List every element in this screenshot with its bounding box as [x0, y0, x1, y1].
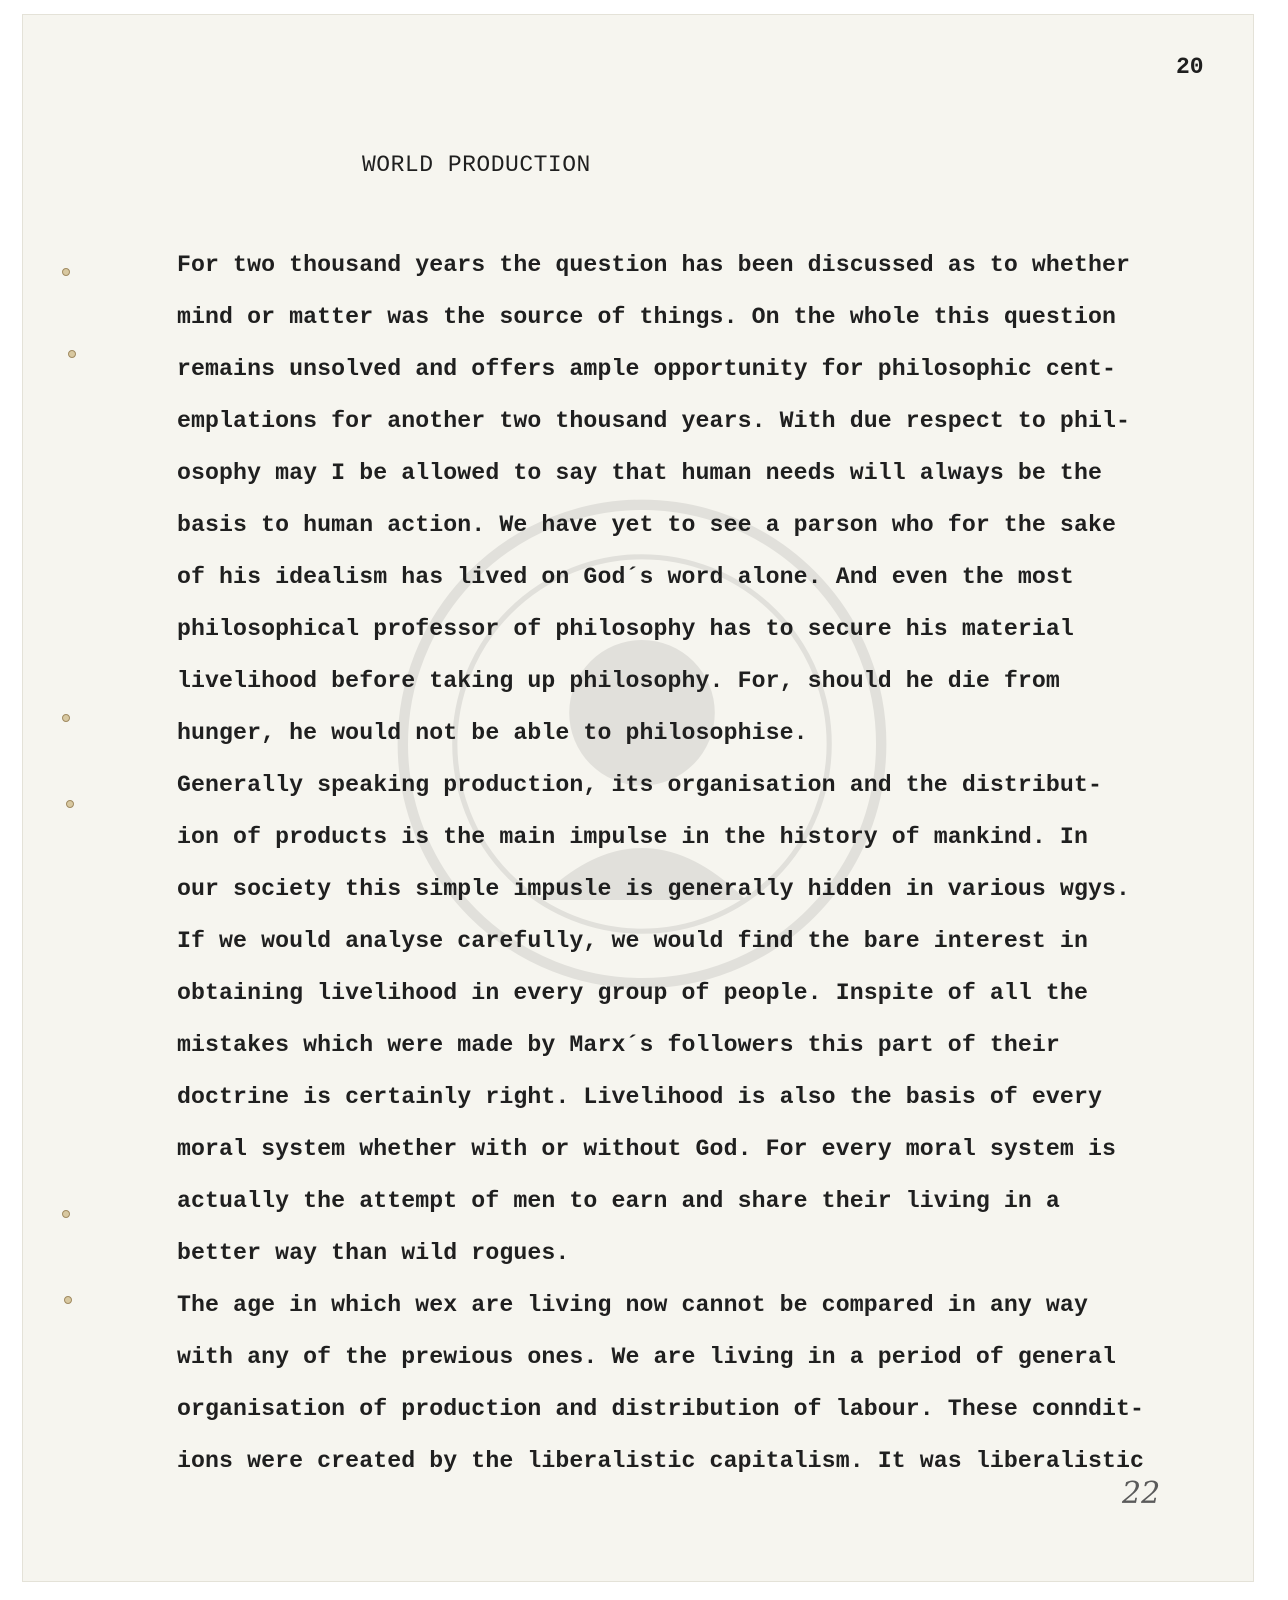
- text-line: obtaining livelihood in every group of people. Inspite of all the: [177, 980, 1088, 1006]
- margin-speck: [62, 714, 70, 722]
- text-line: of his idealism has lived on God´s word alone. And even the most: [177, 564, 1074, 590]
- text-line: mind or matter was the source of things. On the whole this question: [177, 304, 1116, 330]
- text-line: doctrine is certainly right. Livelihood is also the basis of every: [177, 1084, 1102, 1110]
- text-line: hunger, he would not be able to philosophise.: [177, 720, 808, 746]
- text-line: with any of the prewious ones. We are living in a period of general: [177, 1344, 1116, 1370]
- text-line: organisation of production and distribution of labour. These conndit-: [177, 1396, 1145, 1422]
- margin-speck: [62, 1210, 70, 1218]
- text-line: ions were created by the liberalistic capitalism. It was liberalistic: [177, 1448, 1145, 1474]
- margin-speck: [68, 350, 76, 358]
- text-line: philosophical professor of philosophy has to secure his material: [177, 616, 1074, 642]
- text-line: ion of products is the main impulse in the history of mankind. In: [177, 824, 1088, 850]
- text-line: actually the attempt of men to earn and share their living in a: [177, 1188, 1060, 1214]
- text-line: our society this simple impusle is generally hidden in various wgys.: [177, 876, 1131, 902]
- text-line: better way than wild rogues.: [177, 1240, 570, 1266]
- page-title: WORLD PRODUCTION: [362, 152, 591, 178]
- page-number: 20: [1176, 54, 1204, 80]
- text-line: If we would analyse carefully, we would find the bare interest in: [177, 928, 1088, 954]
- text-line: basis to human action. We have yet to see a parson who for the sake: [177, 512, 1116, 538]
- document-page: [22, 14, 1254, 1582]
- margin-speck: [64, 1296, 72, 1304]
- text-line: For two thousand years the question has been discussed as to whether: [177, 252, 1131, 278]
- margin-speck: [66, 800, 74, 808]
- handwritten-page-number: 22: [1122, 1476, 1161, 1511]
- text-line: livelihood before taking up philosophy. For, should he die from: [177, 668, 1060, 694]
- text-line: Generally speaking production, its organisation and the distribut-: [177, 772, 1102, 798]
- text-line: osophy may I be allowed to say that human needs will always be the: [177, 460, 1102, 486]
- margin-speck: [62, 268, 70, 276]
- text-line: The age in which wex are living now cannot be compared in any way: [177, 1292, 1088, 1318]
- text-line: mistakes which were made by Marx´s followers this part of their: [177, 1032, 1060, 1058]
- text-line: moral system whether with or without God. For every moral system is: [177, 1136, 1116, 1162]
- text-line: emplations for another two thousand years. With due respect to phil-: [177, 408, 1131, 434]
- text-line: remains unsolved and offers ample opportunity for philosophic cent-: [177, 356, 1116, 382]
